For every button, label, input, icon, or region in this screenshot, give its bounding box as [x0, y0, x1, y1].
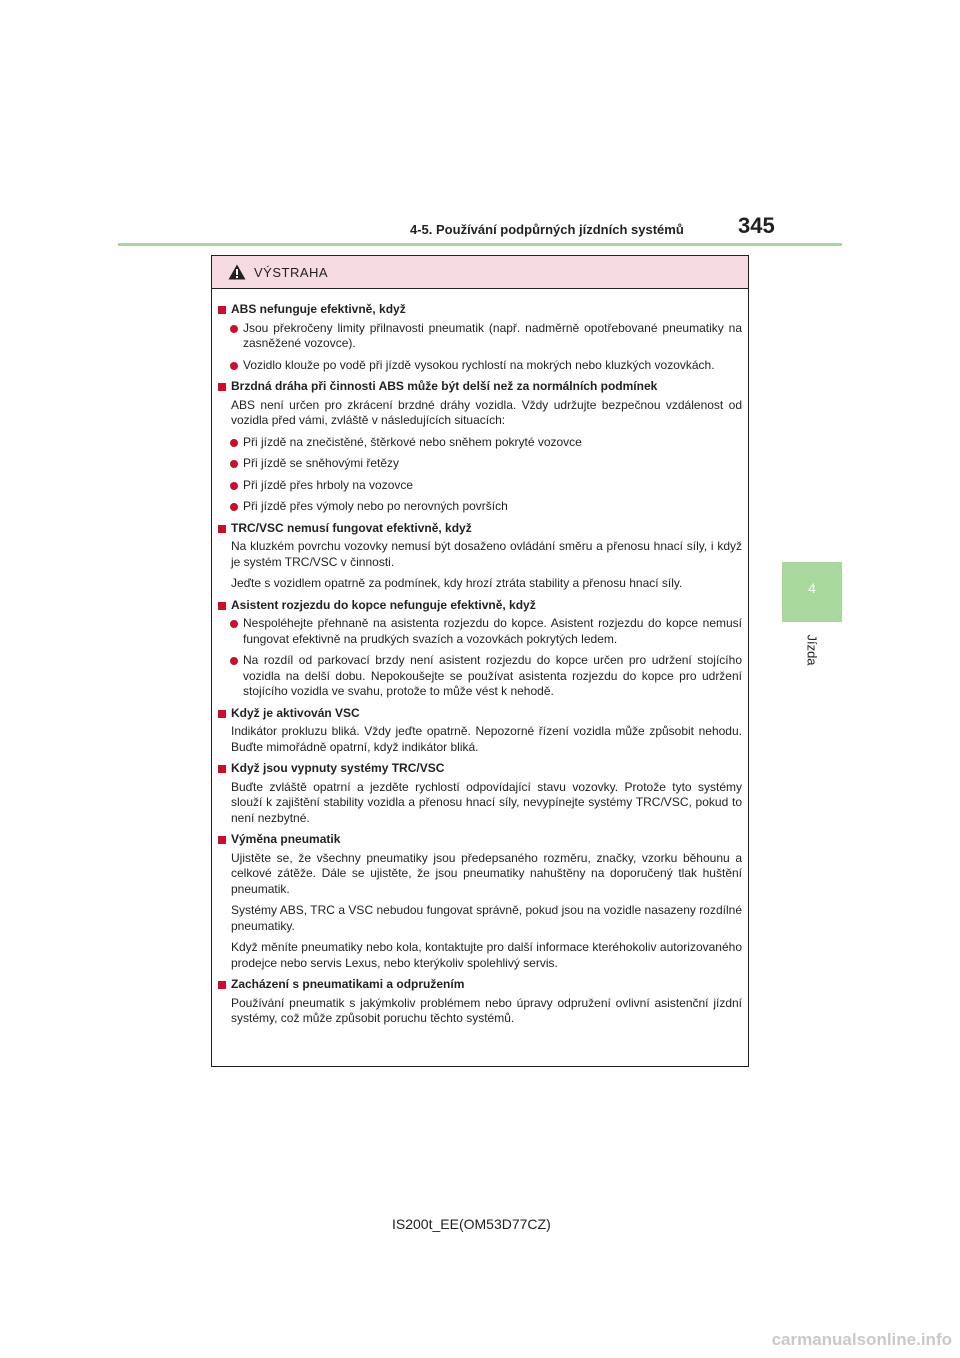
section-title: TRC/VSC nemusí fungovat efektivně, když	[218, 521, 742, 537]
warning-box	[211, 255, 749, 1067]
section-paragraph: Indikátor prokluzu bliká. Vždy jeďte opatrně. Nepozorné řízení vozidla může způsobit nehodu. Buďte mimořádně opatrní, když indikátor bliká.	[231, 724, 742, 754]
section-paragraph: Na kluzkém povrchu vozovky nemusí být dosaženo ovládání směru a přenosu hnací síly, i když je systém TRC/VSC v činnosti.	[231, 539, 742, 569]
header-rule	[118, 243, 842, 246]
bullet-item: Jsou překročeny limity přilnavosti pneumatik (např. nadměrně opotřebované pneumatiky na zasněžené vozovce).	[218, 321, 742, 352]
warning-title: VÝSTRAHA	[254, 264, 329, 280]
bullet-item: Vozidlo klouže po vodě při jízdě vysokou rychlostí na mokrých nebo kluzkých vozovkách.	[218, 358, 742, 374]
chapter-tab[interactable]	[782, 562, 842, 622]
chapter-title: 4-5. Používání podpůrných jízdních systémů	[410, 222, 684, 237]
warning-header	[212, 256, 748, 289]
warning-triangle-icon	[228, 264, 246, 280]
section-paragraph: Buďte zvláště opatrní a jezděte rychlostí odpovídající stavu vozovky. Protože tyto systémy slouží k zajištění stability vozidla a přenosu hnací síly, nevypínejte systémy TRC/VSC, pokud to není nezbytné.	[231, 779, 742, 825]
section-paragraph: ABS není určen pro zkrácení brzdné dráhy vozidla. Vždy udržujte bezpečnou vzdálenost od vozidla před vámi, zvláště v následujících situacích:	[231, 397, 742, 427]
model-code: IS200t_EE(OM53D77CZ)	[392, 1216, 551, 1232]
bullet-item: Nespoléhejte přehnaně na asistenta rozjezdu do kopce. Asistent rozjezdu do kopce nemusí fungovat efektivně na prudkých svazích a vozovkách pokrytých ledem.	[218, 616, 742, 647]
section-title: Brzdná dráha při činnosti ABS může být delší než za normálních podmínek	[218, 379, 742, 395]
chapter-tab-label-text: Jízda	[804, 634, 820, 666]
section-title: Asistent rozjezdu do kopce nefunguje efektivně, když	[218, 598, 742, 614]
chapter-tab-label	[786, 630, 838, 670]
section-paragraph: Ujistěte se, že všechny pneumatiky jsou předepsaného rozměru, značky, vzorku běhounu a celkové zátěže. Dále se ujistěte, že jsou pneumatiky nahuštěny na doporučený tlak huštění pneumatik.	[231, 850, 742, 896]
bullet-item: Na rozdíl od parkovací brzdy není asistent rozjezdu do kopce určen pro udržení stojícího vozidla na delší dobu. Nepokoušejte se používat asistenta rozjezdu do kopce pro udržení stojícího vozidla ve svahu, protože to může vést k nehodě.	[218, 653, 742, 700]
page-number: 345	[738, 213, 775, 238]
section-title: ABS nefunguje efektivně, když	[218, 302, 742, 318]
section-title: Zacházení s pneumatikami a odpružením	[218, 977, 742, 993]
bullet-item: Při jízdě se sněhovými řetězy	[218, 456, 742, 472]
section-paragraph: Používání pneumatik s jakýmkoliv problémem nebo úpravy odpružení ovlivní asistenční jízdní systémy, což může způsobit poruchu těchto systémů.	[231, 995, 742, 1025]
section-title: Když je aktivován VSC	[218, 706, 742, 722]
bullet-item: Při jízdě přes hrboly na vozovce	[218, 478, 742, 494]
section-title: Výměna pneumatik	[218, 832, 742, 848]
warning-body	[212, 289, 748, 1027]
bullet-item: Při jízdě na znečistěné, štěrkové nebo sněhem pokryté vozovce	[218, 435, 742, 451]
bullet-item: Při jízdě přes výmoly nebo po nerovných površích	[218, 499, 742, 515]
section-title: Když jsou vypnuty systémy TRC/VSC	[218, 761, 742, 777]
section-paragraph: Když měníte pneumatiky nebo kola, kontaktujte pro další informace kteréhokoliv autorizovaného prodejce nebo servis Lexus, nebo kterýkoliv spolehlivý servis.	[231, 940, 742, 970]
section-paragraph: Systémy ABS, TRC a VSC nebudou fungovat správně, pokud jsou na vozidle nasazeny rozdílné pneumatiky.	[231, 903, 742, 933]
chapter-tab-number: 4	[808, 580, 816, 596]
section-paragraph: Jeďte s vozidlem opatrně za podmínek, kdy hrozí ztráta stability a přenosu hnací síly.	[231, 576, 683, 590]
watermark-link[interactable]: carmanualsonline.info	[771, 1330, 952, 1349]
